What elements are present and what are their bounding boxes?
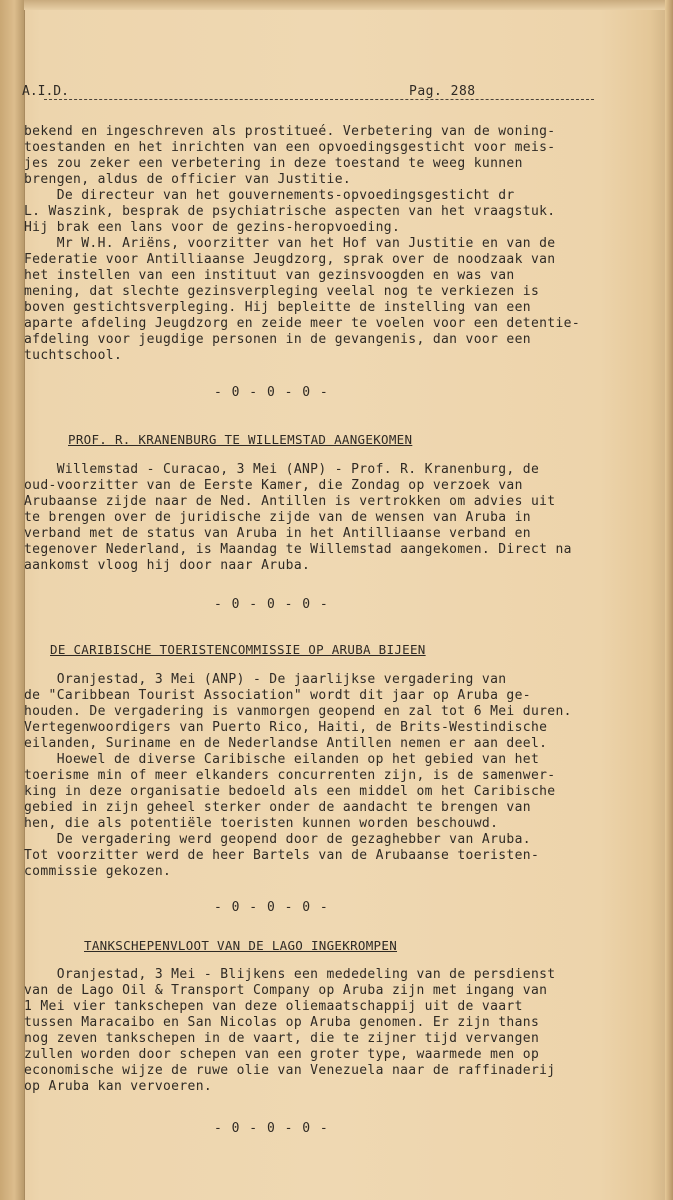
body-line: gebied in zijn geheel sterker onder de aandacht te brengen van — [24, 800, 531, 815]
body-line: De vergadering werd geopend door de gezaghebber van Aruba. — [24, 832, 531, 847]
body-line: king in deze organisatie bedoeld als een middel om het Caribische — [24, 784, 556, 799]
body-line: op Aruba kan vervoeren. — [24, 1079, 213, 1094]
body-line: tussen Maracaibo en San Nicolas op Aruba genomen. Er zijn thans — [24, 1015, 540, 1030]
body-line: afdeling voor jeugdige personen in de gevangenis, dan voor een — [24, 332, 531, 347]
section-continuation — [0, 124, 673, 364]
body-line: mening, dat slechte gezinsverpleging veelal nog te verkiezen is — [24, 284, 540, 299]
body-line: toestanden en het inrichten van een opvoedingsgesticht voor meis- — [24, 140, 556, 155]
section-separator: - 0 - 0 - 0 - — [214, 385, 329, 400]
article-heading: DE CARIBISCHE TOERISTENCOMMISSIE OP ARUBA BIJEEN — [50, 642, 426, 657]
body-line: hen, die als potentiële toeristen kunnen worden beschouwd. — [24, 816, 499, 831]
body-line: aankomst vloog hij door naar Aruba. — [24, 558, 311, 573]
body-line: houden. De vergadering is vanmorgen geopend en zal tot 6 Mei duren. — [24, 704, 572, 719]
body-line: Willemstad - Curacao, 3 Mei (ANP) - Prof. R. Kranenburg, de — [24, 462, 540, 477]
body-line: Hoewel de diverse Caribische eilanden op het gebied van het — [24, 752, 540, 767]
body-line: van de Lago Oil & Transport Company op Aruba zijn met ingang van — [24, 983, 548, 998]
article-heading: TANKSCHEPENVLOOT VAN DE LAGO INGEKROMPEN — [84, 938, 398, 953]
article-body — [0, 967, 673, 1102]
body-line: aparte afdeling Jeugdzorg en zeide meer te voelen voor een detentie- — [24, 316, 581, 331]
body-line: Mr W.H. Ariëns, voorzitter van het Hof van Justitie en van de — [24, 236, 556, 251]
body-line: verband met de status van Aruba in het Antilliaanse verband en — [24, 526, 531, 541]
body-line: zullen worden door schepen van een groter type, waarmede men op — [24, 1047, 540, 1062]
body-line: Hij brak een lans voor de gezins-heropvoeding. — [24, 220, 401, 235]
body-line: Oranjestad, 3 Mei (ANP) - De jaarlijkse vergadering van — [24, 672, 507, 687]
body-line: commissie gekozen. — [24, 864, 172, 879]
body-line: Tot voorzitter werd de heer Bartels van de Arubaanse toeristen- — [24, 848, 540, 863]
body-line: bekend en ingeschreven als prostitueé. Verbetering van de woning- — [24, 124, 556, 139]
article-body — [0, 672, 673, 887]
body-line: boven gestichtsverpleging. Hij bepleitte de instelling van een — [24, 300, 531, 315]
header-rule — [44, 99, 594, 100]
body-line: L. Waszink, besprak de psychiatrische aspecten van het vraagstuk. — [24, 204, 556, 219]
body-line: Federatie voor Antilliaanse Jeugdzorg, sprak over de noodzaak van — [24, 252, 556, 267]
body-line: de "Caribbean Tourist Association" wordt dit jaar op Aruba ge- — [24, 688, 531, 703]
body-line: tegenover Nederland, is Maandag te Willemstad aangekomen. Direct na — [24, 542, 572, 557]
section-separator: - 0 - 0 - 0 - — [214, 900, 329, 915]
body-line: te brengen over de juridische zijde van de wensen van Aruba in — [24, 510, 531, 525]
section-separator: - 0 - 0 - 0 - — [214, 1121, 329, 1136]
body-line: Arubaanse zijde naar de Ned. Antillen is vertrokken om advies uit — [24, 494, 556, 509]
article-heading: PROF. R. KRANENBURG TE WILLEMSTAD AANGEKOMEN — [68, 432, 413, 447]
article-body — [0, 462, 673, 582]
body-line: nog zeven tankschepen in de vaart, die te zijner tijd vervangen — [24, 1031, 540, 1046]
body-line: De directeur van het gouvernements-opvoedingsgesticht dr — [24, 188, 515, 203]
body-line: Oranjestad, 3 Mei - Blijkens een mededeling van de persdienst — [24, 967, 556, 982]
body-line: 1 Mei vier tankschepen van deze oliemaatschappij uit de vaart — [24, 999, 523, 1014]
body-line: brengen, aldus de officier van Justitie. — [24, 172, 352, 187]
body-line: Vertegenwoordigers van Puerto Rico, Haiti, de Brits-Westindische — [24, 720, 548, 735]
body-line: economische wijze de ruwe olie van Venezuela naar de raffinaderij — [24, 1063, 556, 1078]
body-line: tuchtschool. — [24, 348, 123, 363]
body-line: oud-voorzitter van de Eerste Kamer, die Zondag op verzoek van — [24, 478, 523, 493]
body-line: jes zou zeker een verbetering in deze toestand te weeg kunnen — [24, 156, 523, 171]
body-line: het instellen van een instituut van gezinsvoogden en was van — [24, 268, 515, 283]
page-number: Pag. 288 — [409, 84, 476, 99]
header-agency: A.I.D. — [22, 84, 69, 99]
page-top-edge — [24, 0, 673, 10]
body-line: eilanden, Suriname en de Nederlandse Antillen nemen er aan deel. — [24, 736, 548, 751]
section-separator: - 0 - 0 - 0 - — [214, 597, 329, 612]
body-line: toerisme min of meer elkanders concurrenten zijn, is de samenwer- — [24, 768, 556, 783]
